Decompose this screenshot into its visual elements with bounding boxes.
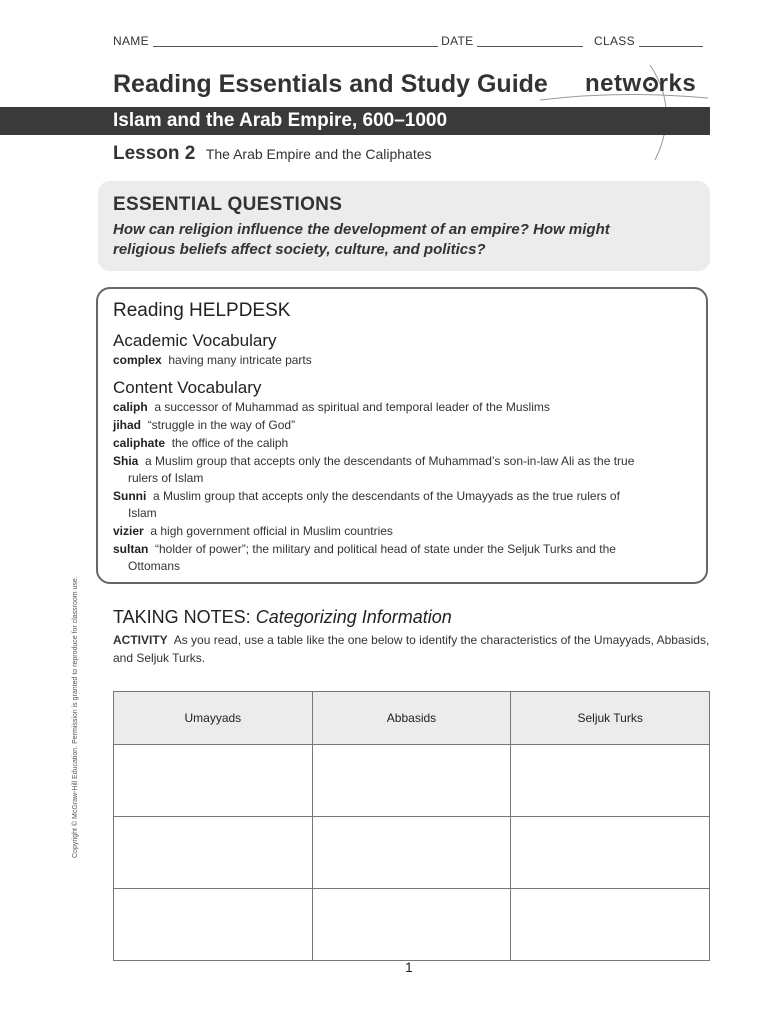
lesson-heading [113,143,432,165]
vocab-definition: a successor of Muhammad as spiritual and temporal leader of the Muslims [154,400,550,414]
table-cell[interactable] [114,889,313,961]
vocab-definition-cont: rulers of Islam [128,471,204,485]
vocab-term: caliph [113,400,148,414]
vocab-definition: having many intricate parts [168,353,312,367]
vocab-definition: “struggle in the way of God” [147,418,296,432]
activity-label: ACTIVITY [113,633,168,647]
logo-text-start: netw [585,70,642,97]
table-cell[interactable] [312,745,511,817]
essential-questions-text: How can religion influence the development of an empire? How might religious beliefs affect society, culture, and politics? [113,221,610,258]
lesson-number: Lesson 2 [113,143,196,164]
table-row [114,889,710,961]
vocab-definition: a Muslim group that accepts only the descendants of the Umayyads as the true rulers of [153,489,620,503]
taking-notes-skill: Categorizing Information [255,607,452,627]
class-label: CLASS [594,34,635,48]
taking-notes-label: TAKING NOTES: [113,607,251,627]
academic-vocab-item [113,352,312,369]
vocab-item-caliph [113,399,703,416]
helpdesk-heading: Reading HELPDESK [113,300,291,321]
table-row [114,745,710,817]
vocab-definition: a high government official in Muslim countries [150,524,393,538]
logo-text-end: rks [658,70,697,97]
vocab-definition-cont: Islam [128,506,157,520]
vocab-item-sunni [113,488,703,522]
vocab-definition: the office of the caliph [171,436,289,450]
vocab-definition: a Muslim group that accepts only the descendants of Muhammad’s son-in-law Ali as the true [145,454,635,468]
page-title: Reading Essentials and Study Guide [113,70,548,98]
vocab-definition-cont: Ottomans [128,559,181,573]
notes-table [113,691,710,961]
table-row [114,817,710,889]
date-label: DATE [441,34,474,48]
column-header-umayyads: Umayyads [114,692,313,745]
table-cell[interactable] [312,817,511,889]
vocab-item-shia [113,453,703,487]
name-label: NAME [113,34,149,48]
vocab-term: caliphate [113,436,166,450]
vocab-term: Sunni [113,489,147,503]
table-cell[interactable] [114,817,313,889]
date-blank[interactable] [477,34,583,47]
academic-vocabulary-heading: Academic Vocabulary [113,331,277,350]
table-cell[interactable] [511,745,710,817]
activity-instructions [113,631,713,667]
table-header-row [114,692,710,745]
taking-notes-heading [113,607,452,628]
column-header-seljuk-turks: Seljuk Turks [511,692,710,745]
unit-title: Islam and the Arab Empire, 600–1000 [113,110,448,131]
copyright-notice: Copyright © McGraw-Hill Education. Permission is granted to reproduce for classroom use. [72,576,79,858]
name-blank[interactable] [153,34,438,47]
table-cell[interactable] [114,745,313,817]
class-blank[interactable] [639,34,703,47]
content-vocabulary-heading: Content Vocabulary [113,378,262,397]
vocab-definition: “holder of power”; the military and political head of state under the Seljuk Turks and the [155,542,616,556]
content-vocab-list [113,399,703,576]
vocab-item-caliphate [113,435,703,452]
vocab-term: vizier [113,524,144,538]
table-cell[interactable] [312,889,511,961]
vocab-item-sultan [113,541,703,575]
vocab-term: jihad [113,418,142,432]
column-header-abbasids: Abbasids [312,692,511,745]
vocab-term: sultan [113,542,149,556]
student-info-header [113,34,703,48]
vocab-term: complex [113,353,162,367]
logo-ring-icon [643,77,658,92]
activity-text: As you read, use a table like the one below to identify the characteristics of the Umayyads, Abbasids, and Seljuk Turks. [113,633,710,665]
vocab-item-jihad [113,417,703,434]
table-cell[interactable] [511,889,710,961]
networks-logo [585,70,696,98]
table-cell[interactable] [511,817,710,889]
vocab-term: Shia [113,454,139,468]
essential-questions-heading: ESSENTIAL QUESTIONS [113,194,343,215]
lesson-name: The Arab Empire and the Caliphates [205,146,432,162]
page-number: 1 [405,959,413,975]
vocab-item-vizier [113,523,703,540]
